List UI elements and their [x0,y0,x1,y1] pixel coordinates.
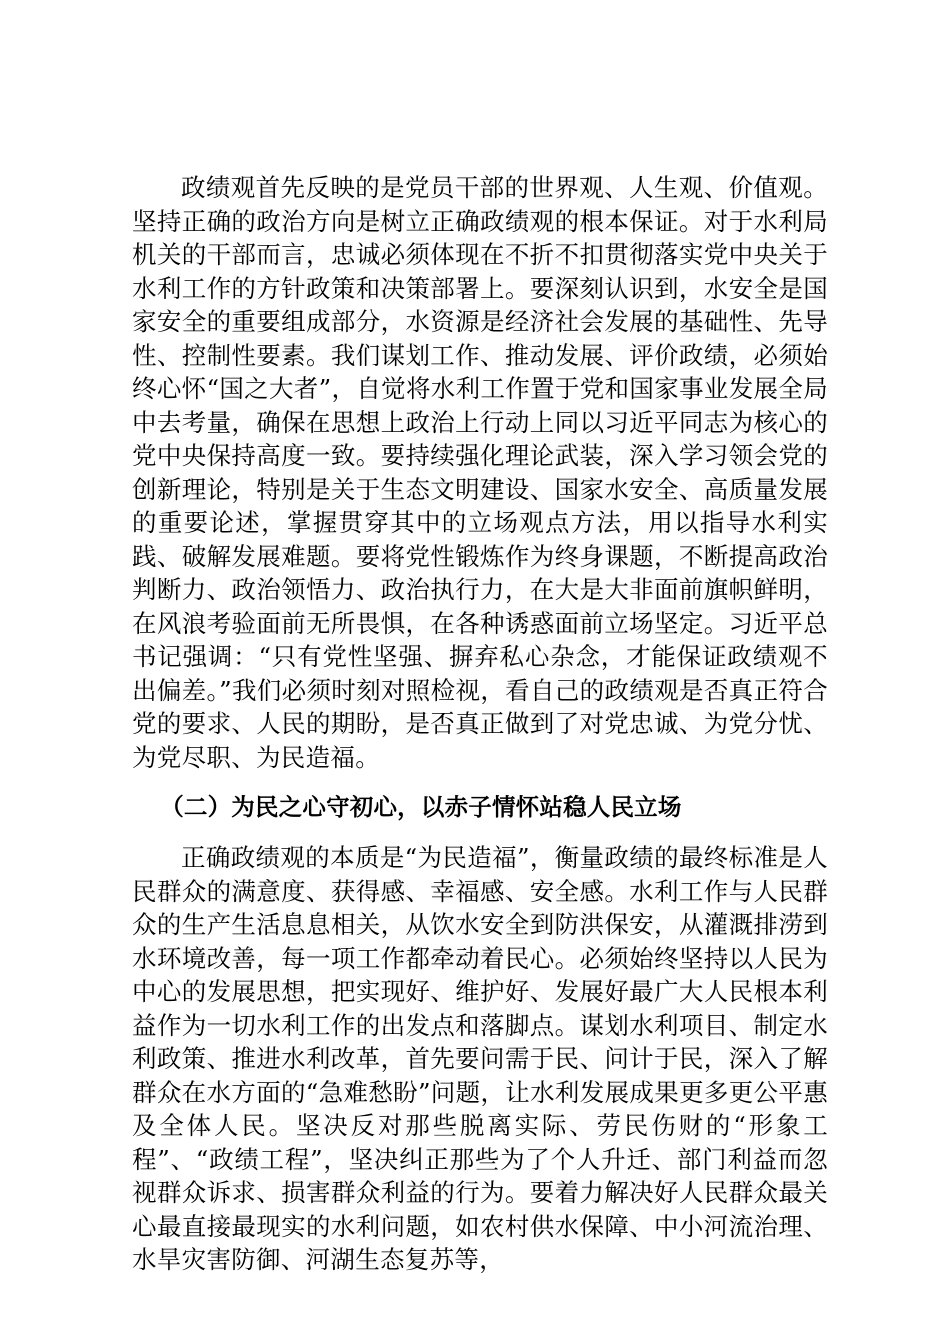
body-paragraph-1: 政绩观首先反映的是党员干部的世界观、人生观、价值观。坚持正确的政治方向是树立正确政绩观的根本保证。对于水利局机关的干部而言，忠诚必须体现在不折不扣贯彻落实党中央关于水利工作的方针政策和决策部署上。要深刻认识到，水安全是国家安全的重要组成部分，水资源是经济社会发展的基础性、先导性、控制性要素。我们谋划工作、推动发展、评价政绩，必须始终心怀“国之大者”，自觉将水利工作置于党和国家事业发展全局中去考量，确保在思想上政治上行动上同以习近平同志为核心的党中央保持高度一致。要持续强化理论武装，深入学习领会党的创新理论，特别是关于生态文明建设、国家水安全、高质量发展的重要论述，掌握贯穿其中的立场观点方法，用以指导水利实践、破解发展难题。要将党性锻炼作为终身课题，不断提高政治判断力、政治领悟力、政治执行力，在大是大非面前旗帜鲜明，在风浪考验面前无所畏惧，在各种诱惑面前立场坚定。习近平总书记强调：“只有党性坚强、摒弃私心杂念，才能保证政绩观不出偏差。”我们必须时刻对照检视，看自己的政绩观是否真正符合党的要求、人民的期盼，是否真正做到了对党忠诚、为党分忧、为党尽职、为民造福。 [132,173,828,772]
document-page [132,171,828,1277]
body-paragraph-2: 正确政绩观的本质是“为民造福”，衡量政绩的最终标准是人民群众的满意度、获得感、幸福感、安全感。水利工作与人民群众的生产生活息息相关，从饮水安全到防洪保安，从灌溉排涝到水环境改善，每一项工作都牵动着民心。必须始终坚持以人民为中心的发展思想，把实现好、维护好、发展好最广大人民根本利益作为一切水利工作的出发点和落脚点。谋划水利项目、制定水利政策、推进水利改革，首先要问需于民、问计于民，深入了解群众在水方面的“急难愁盼”问题，让水利发展成果更多更公平惠及全体人民。坚决反对那些脱离实际、劳民伤财的“形象工程”、“政绩工程”，坚决纠正那些为了个人升迁、部门利益而忽视群众诉求、损害群众利益的行为。要着力解决好人民群众最关心最直接最现实的水利问题，如农村供水保障、中小河流治理、水旱灾害防御、河湖生态复苏等， [132,843,828,1274]
section-heading-2: （二）为民之心守初心，以赤子情怀站稳人民立场 [160,793,682,821]
